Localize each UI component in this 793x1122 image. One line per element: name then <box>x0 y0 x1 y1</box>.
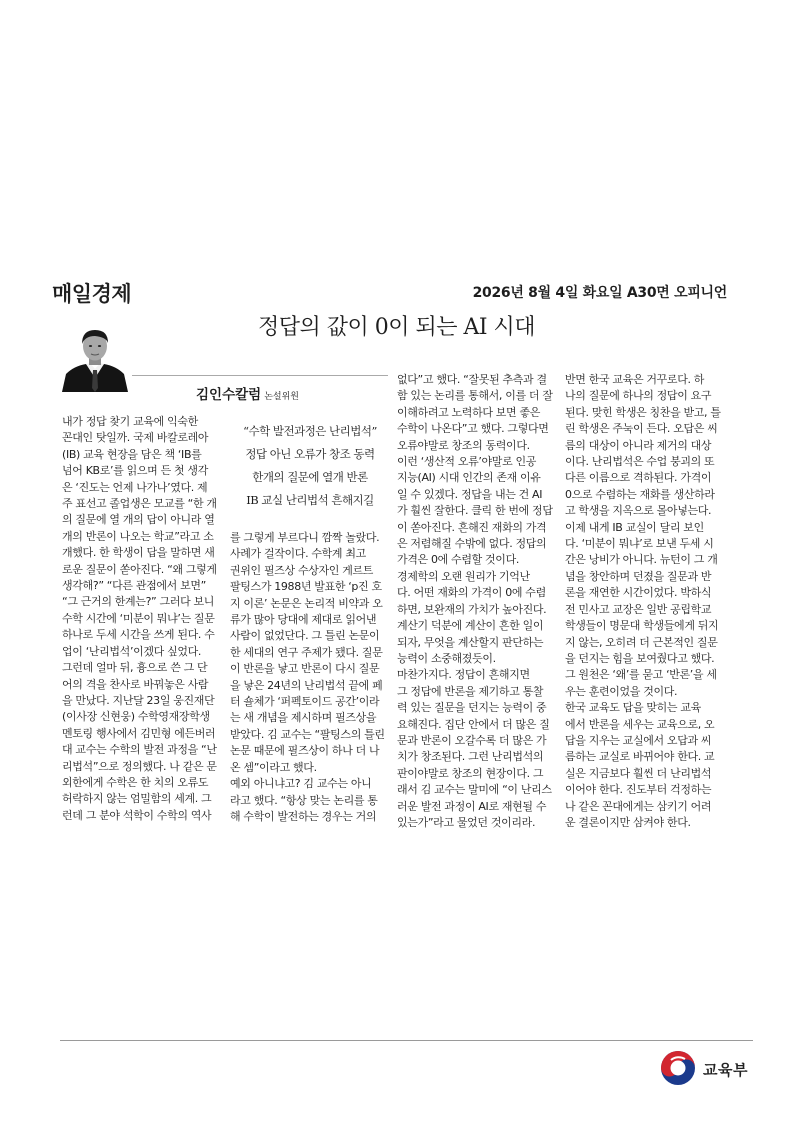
pull-quote <box>228 420 392 512</box>
columnist-name: 김인수칼럼 <box>196 387 262 403</box>
article-column-1: 내가 정답 찾기 교육에 익숙한 꼰대인 탓일까. 국제 바칼로레아 (IB) 교육 현장을 담은 책 ‘IB를 넘어 KB로’를 읽으며 든 첫 생각 은 ‘진도는 언제 나가나’였다. 제 주 표선고 졸업생은 모교를 “한 개 의 질문에 열 개의 답이 아니라 열 개의 반론이 나오는 학교”라고 소 개했다. 한 학생이 답을 말하면 새 로운 질문이 쏟아진다. “왜 그렇게 생각해?” “다른 관점에서 보면” “그 근거의 한계는?” 그러다 보니 수학 시간에 ‘미분이 뭐냐’는 질문 하나로 두세 시간을 쓰게 된다. 수 업이 ‘난리법석’이겠다 싶었다. 그런데 얼마 뒤, 흉으로 쓴 그 단 어의 격을 찬사로 바꿔놓은 사람 을 만났다. 지난달 23일 웅진재단 (이사장 신현웅) 수학영재장학생 멘토링 행사에서 김민형 에든버러 대 교수는 수학의 발전 과정을 “난 리법석”으로 정의했다. 나 같은 문 외한에게 수학은 한 치의 오류도 허락하지 않는 엄밀함의 세계. 그 런데 그 분야 석학이 수학의 역사 <box>62 415 217 822</box>
publication-dateline: 2026년 8월 4일 화요일 A30면 오피니언 <box>472 285 727 301</box>
byline <box>196 383 299 403</box>
taegeuk-emblem-icon <box>658 1048 698 1088</box>
article-column-2: 를 그렇게 부르다니 깜짝 놀랐다. 사례가 걸작이다. 수학계 최고 권위인 필즈상 수상자인 게르트 팔팅스가 1988년 발표한 ‘p진 호 지 이론’ 논문은 논리적 비약과 오 류가 많아 당대에 제대로 읽어낸 사람이 없었단다. 그 틀린 논문이 한 세대의 연구 주제가 됐다. 질문 이 반론을 낳고 반론이 다시 질문 을 낳은 24년의 난리법석 끝에 페 터 숄체가 ‘퍼펙토이드 공간’이라 는 새 개념을 제시하며 필즈상을 받았다. 김 교수는 “팔팅스의 틀린 논문 때문에 필즈상이 하나 더 나 온 셈”이라고 했다. 예외 아니냐고? 김 교수는 아니 라고 했다. “항상 맞는 논리를 통 해 수학이 발전하는 경우는 거의 <box>230 531 385 823</box>
pull-quote-line: “수학 발전과정은 난리법석” <box>243 424 377 438</box>
byline-divider <box>132 375 388 376</box>
columnist-role: 논설위원 <box>264 392 299 402</box>
columnist-photo <box>60 322 130 392</box>
article-headline: 정답의 값이 0이 되는 AI 시대 <box>257 315 536 340</box>
pull-quote-line: 한개의 질문에 열개 반론 <box>252 470 368 484</box>
pull-quote-line: 정답 아닌 오류가 창조 동력 <box>245 447 375 461</box>
pull-quote-line: IB 교실 난리법석 흔해지길 <box>246 493 374 507</box>
ministry-name: 교육부 <box>703 1061 748 1079</box>
article-column-4: 반면 한국 교육은 거꾸로다. 하 나의 질문에 하나의 정답이 요구 된다. 맞힌 학생은 칭찬을 받고, 틀 린 학생은 주눅이 든다. 오답은 씨 름의 대상이 아니라 제거의 대상 이다. 난리법석은 수업 붕괴의 또 다른 이름으로 격하된다. 가격이 0으로 수렴하는 재화를 생산하라 고 학생을 지옥으로 몰아넣는다. 이제 내게 IB 교실이 달리 보인 다. ‘미분이 뭐냐’로 보낸 두세 시 간은 낭비가 아니다. 뉴턴이 그 개 념을 창안하며 던졌을 질문과 반 론을 재연한 시간이었다. 박하식 전 민사고 교장은 일반 공립학교 학생들이 명문대 학생들에게 뒤지 지 않는, 오히려 더 근본적인 질문 을 던지는 힘을 보여줬다고 했다. 그 원천은 ‘왜’를 묻고 ‘반론’을 세 우는 훈련이었을 것이다. 한국 교육도 답을 맞히는 교육 에서 반론을 세우는 교육으로, 오 답을 지우는 교실에서 오답과 씨 름하는 교실로 바뀌어야 한다. 교 실은 지금보다 훨씬 더 난리법석 이어야 한다. 진도부터 걱정하는 나 같은 꼰대에게는 삼키기 어려 운 결론이지만 삼켜야 한다. <box>565 373 721 829</box>
article-column-3: 없다”고 했다. “잘못된 추측과 결 함 있는 논리를 통해서, 이를 더 잘 이해하려고 노력하다 보면 좋은 수학이 나온다”고 했다. 그렇다면 오류야말로 창조의 동력이다. 이런 ‘생산적 오류’야말로 인공 지능(AI) 시대 인간의 존재 이유 일 수 있겠다. 정답을 내는 건 AI 가 훨씬 잘한다. 클릭 한 번에 정답 이 쏟아진다. 흔해진 재화의 가격 은 저렴해질 수밖에 없다. 정답의 가격은 0에 수렴할 것이다. 경제학의 오랜 원리가 기억난 다. 어떤 재화의 가격이 0에 수렴 하면, 보완재의 가치가 높아진다. 계산기 덕분에 계산이 흔한 일이 되자, 무엇을 계산할지 판단하는 능력이 소중해졌듯이. 마찬가지다. 정답이 흔해지면 그 정답에 반론을 제기하고 통찰 력 있는 질문을 던지는 능력이 중 요해진다. 집단 안에서 더 많은 질 문과 반론이 오갈수록 더 많은 가 치가 창조된다. 그런 난리법석의 판이야말로 창조의 현장이다. 그 래서 김 교수는 말미에 “이 난리스 러운 발전 과정이 AI로 재현될 수 있는가”라고 물었던 것이리라. <box>397 373 553 829</box>
newspaper-masthead: 매일경제 <box>52 282 132 306</box>
footer-divider <box>60 1040 753 1041</box>
